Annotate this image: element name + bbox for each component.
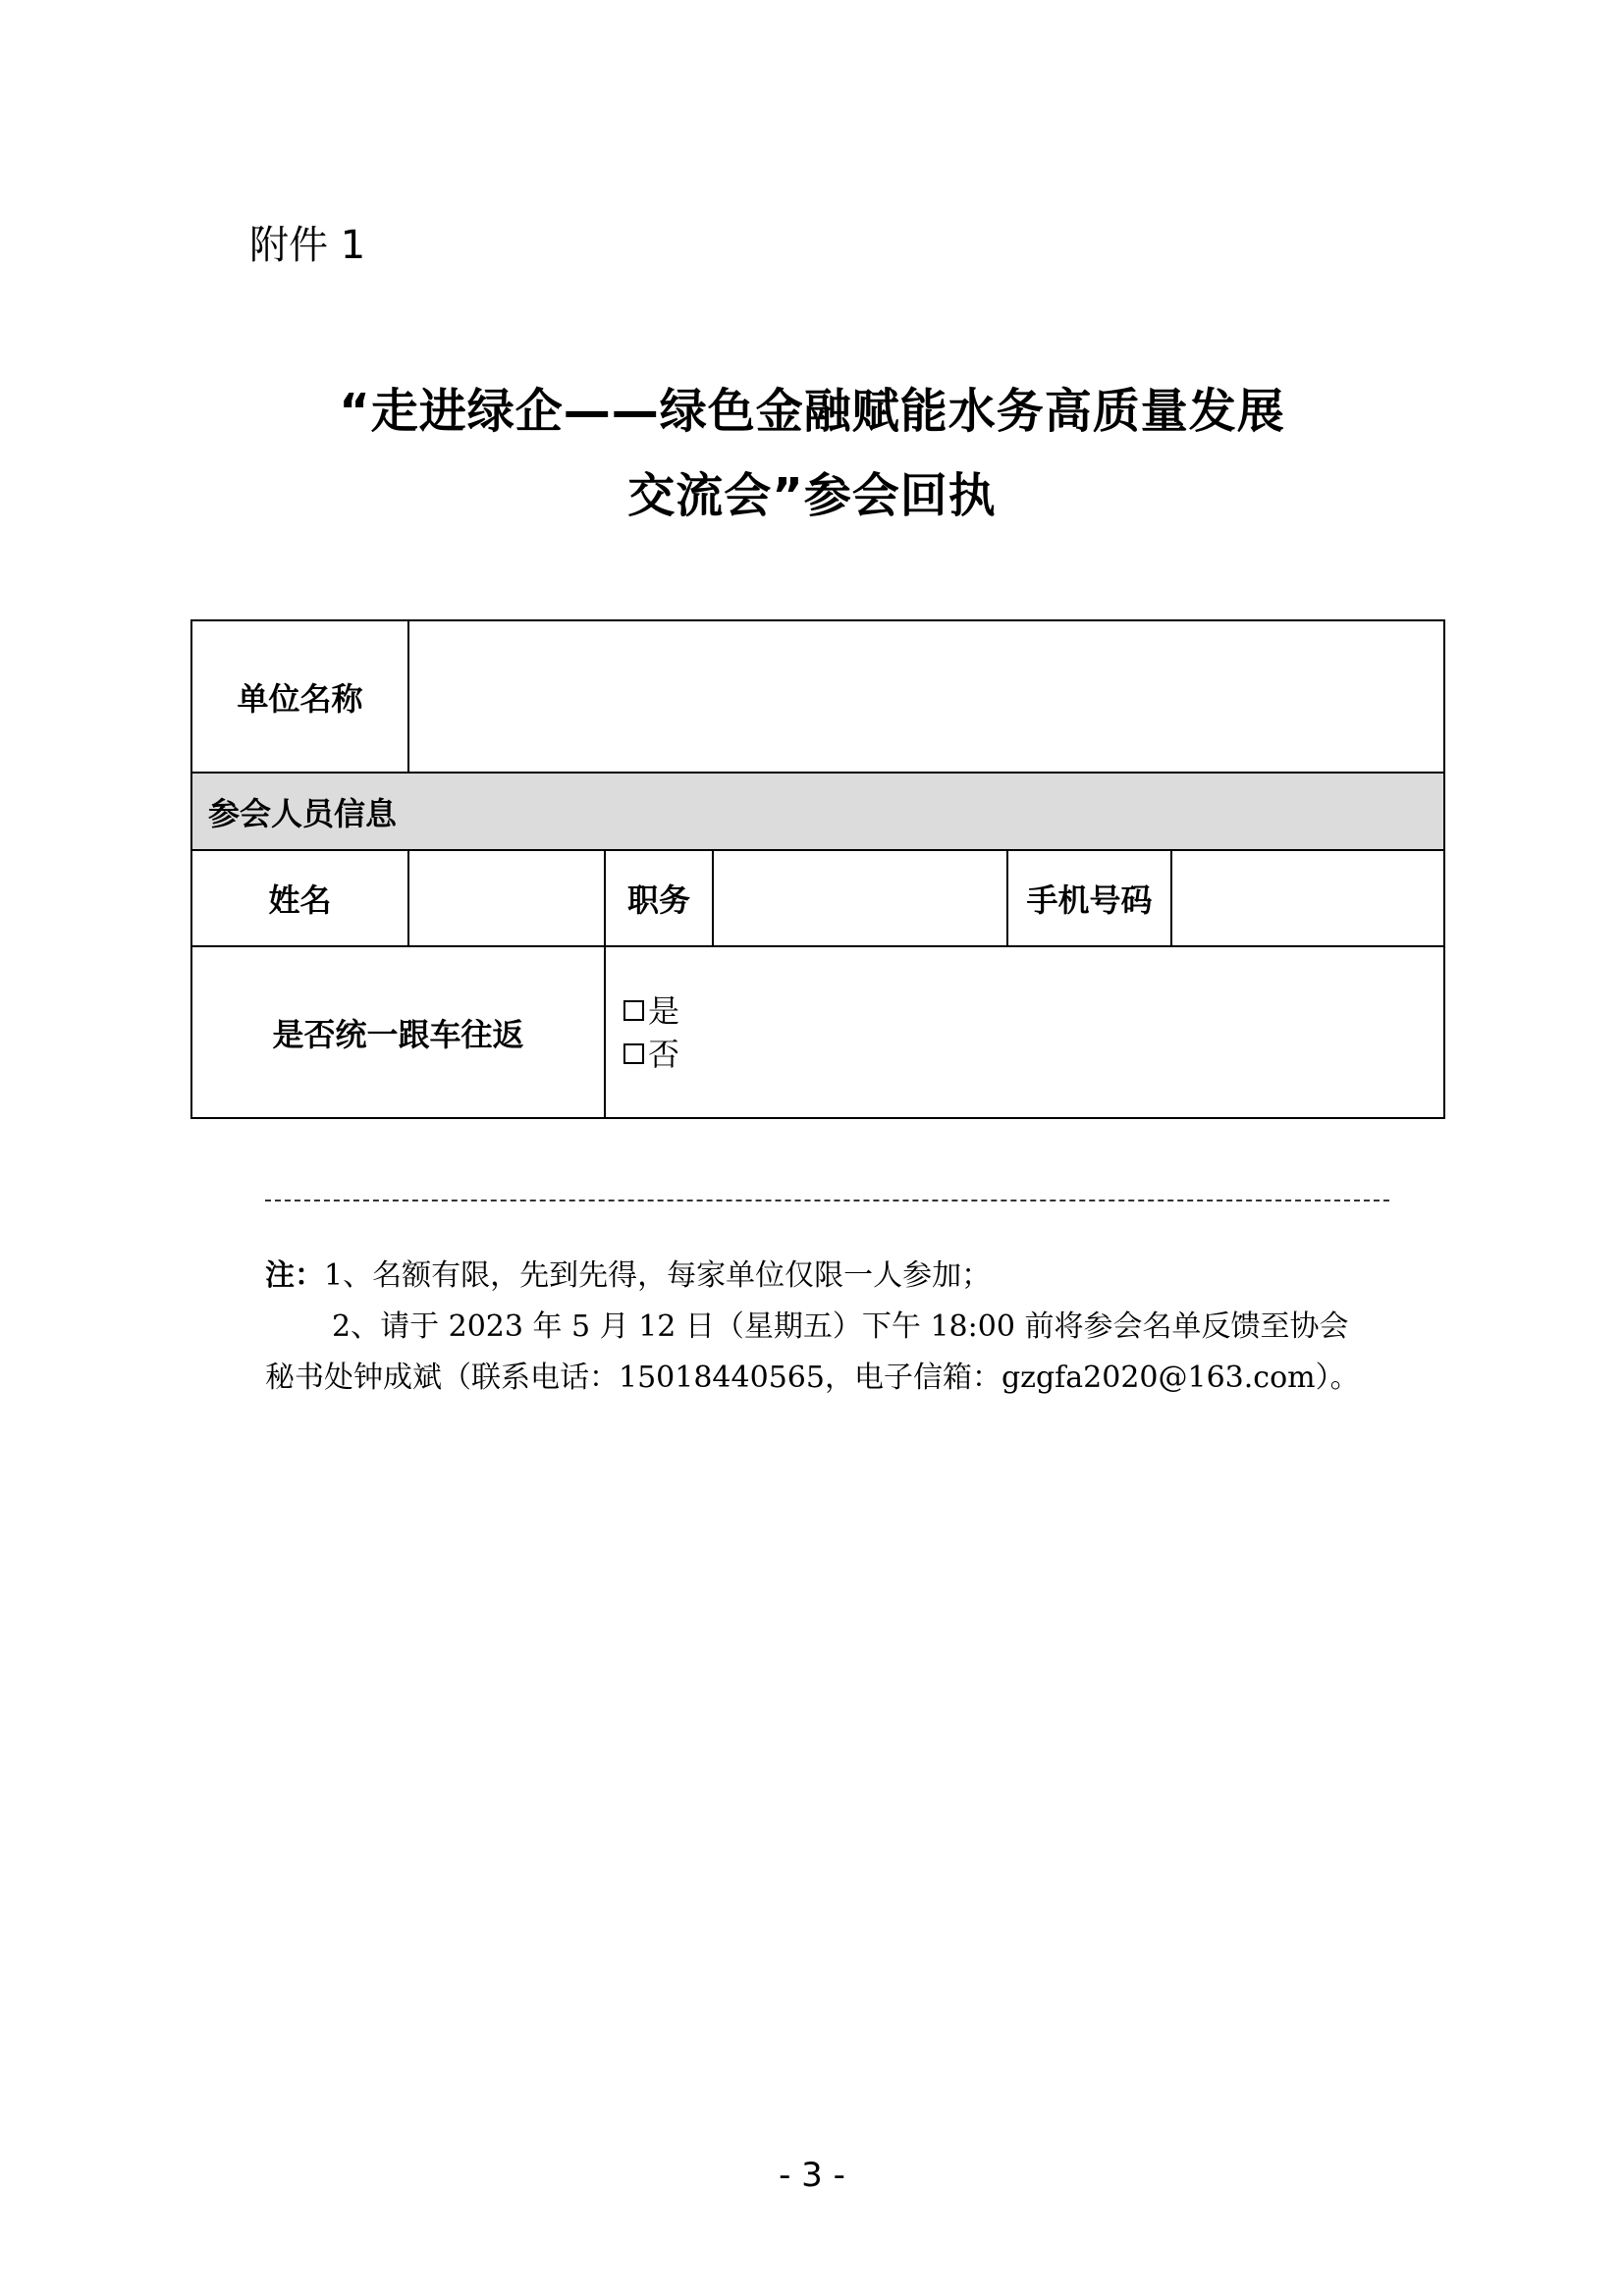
attendee-info-header: 参会人员信息 — [191, 773, 1444, 850]
phone-label: 手机号码 — [1007, 850, 1171, 946]
attachment-label: 附件 1 — [249, 223, 366, 268]
note-item-1-text: 1、名额有限，先到先得，每家单位仅限一人参加； — [324, 1258, 992, 1293]
position-label: 职务 — [605, 850, 713, 946]
registration-form-table — [190, 619, 1445, 1119]
phone-field[interactable] — [1171, 850, 1444, 946]
option-no[interactable] — [623, 1033, 1443, 1076]
notes-block — [265, 1251, 1404, 1404]
shuttle-row — [191, 946, 1444, 1118]
checkbox-icon[interactable] — [623, 1043, 644, 1064]
shuttle-options — [605, 946, 1444, 1118]
title-line-1: “走进绿企——绿色金融赋能水务高质量发展 — [339, 384, 1285, 439]
option-yes-label: 是 — [648, 991, 680, 1030]
attendee-section-row — [191, 773, 1444, 850]
position-field[interactable] — [713, 850, 1007, 946]
checkbox-icon[interactable] — [623, 1000, 644, 1021]
note-tag: 注： — [265, 1258, 324, 1293]
unit-name-label: 单位名称 — [191, 620, 408, 773]
page-number: - 3 - — [779, 2156, 845, 2195]
option-no-label: 否 — [648, 1035, 680, 1073]
note-item-2-line-2: 秘书处钟成斌（联系电话：15018440565，电子信箱：gzgfa2020@163.com）。 — [265, 1361, 1360, 1395]
name-field[interactable] — [408, 850, 605, 946]
note-item-2-line-1: 2、请于 2023 年 5 月 12 日（星期五）下午 18:00 前将参会名单反馈至协会 — [332, 1309, 1349, 1344]
shuttle-question-label: 是否统一跟车往返 — [191, 946, 605, 1118]
attendee-row — [191, 850, 1444, 946]
unit-name-field[interactable] — [408, 620, 1444, 773]
cut-line-divider — [265, 1200, 1389, 1201]
name-label: 姓名 — [191, 850, 408, 946]
option-yes[interactable] — [623, 989, 1443, 1033]
unit-row — [191, 620, 1444, 773]
note-item-1 — [265, 1251, 1404, 1302]
title-line-2: 交流会”参会回执 — [627, 468, 997, 523]
